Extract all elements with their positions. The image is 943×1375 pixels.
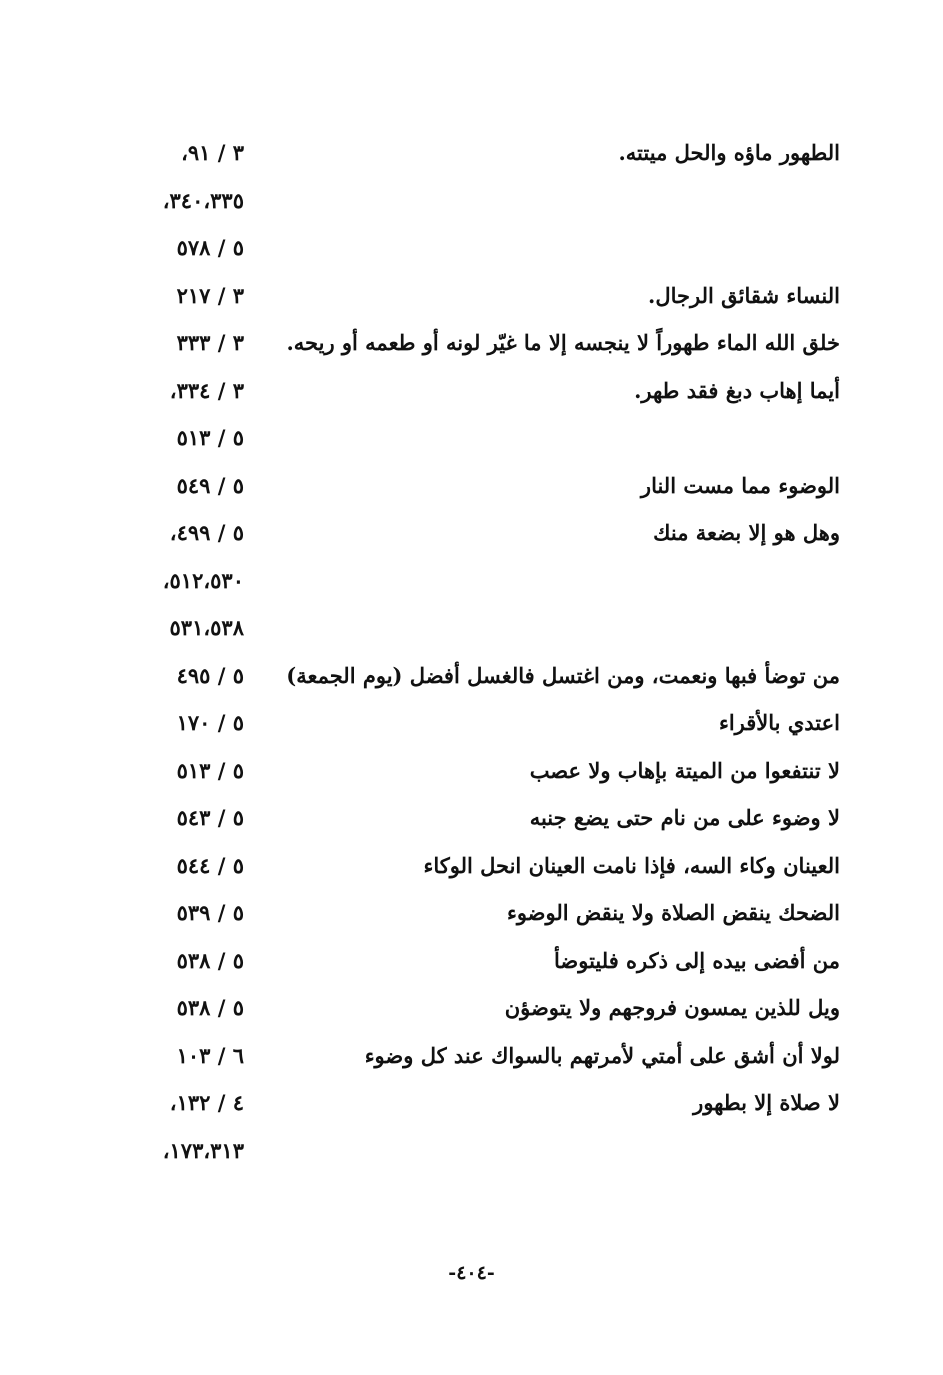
page-number: -٤٠٤- [448,1262,495,1284]
volume-page-ref: ٥ / ٥١٣ [176,425,244,450]
volume-page-ref: ٥ / ٥٧٨ [176,235,244,260]
index-row [120,942,840,990]
volume-page-ref: ٥١٢،٥٣٠، [162,567,244,593]
hadith-text: أيما إهاب دبغ فقد طهر. [634,377,840,403]
index-row [120,657,840,705]
volume-page-ref: ٣ / ٩١، [181,140,244,165]
hadith-text: لولا أن أشق على أمتي لأمرتهم بالسواك عند كل وضوء [364,1042,840,1068]
index-row [120,847,840,895]
hadith-text: اعتدي بالأقراء [718,710,840,735]
index-row [120,229,840,277]
volume-page-ref: ٣ / ٢١٧ [176,282,244,308]
index-row [120,894,840,942]
index-row [120,277,840,325]
hadith-text: الطهور ماؤه والحل ميتته. [618,140,840,165]
volume-page-ref: ٣ / ٣٣٣ [176,330,244,355]
volume-page-ref: ٤ / ١٣٢، [169,1090,244,1115]
index-row [120,752,840,800]
hadith-text: لا صلاة إلا بطهور [693,1090,840,1115]
volume-page-ref: ٣ / ٣٣٤، [169,377,244,403]
volume-page-ref: ٥ / ٤٩٥ [176,662,244,688]
hadith-index-list [120,134,840,1179]
volume-page-ref: ٥ / ٥٣٩ [176,900,244,925]
hadith-text: خلق الله الماء طهوراً لا ينجسه إلا ما غيّر لونه أو طعمه أو ريحه. [286,330,840,355]
hadith-text: لا وضوء على من نام حتى يضع جنبه [529,805,840,830]
index-row [120,989,840,1037]
index-row [120,182,840,230]
volume-page-ref: ٥ / ٤٩٩، [169,520,244,545]
volume-page-ref: ٥ / ١٧٠ [176,710,244,735]
index-row [120,562,840,610]
hadith-text: من توضأ فبها ونعمت، ومن اغتسل فالغسل أفضل (يوم الجمعة) [286,662,840,688]
index-row [120,372,840,420]
volume-page-ref: ٥ / ٥٤٩ [176,472,244,498]
index-row [120,419,840,467]
volume-page-ref: ٥ / ٥٤٣ [176,805,244,830]
hadith-text: الوضوء مما مست النار [640,472,840,498]
index-row [120,1084,840,1132]
volume-page-ref: ٥٣١،٥٣٨ [169,615,244,640]
volume-page-ref: ٦ / ١٠٣ [176,1042,244,1068]
hadith-text: الضحك ينقض الصلاة ولا ينقض الوضوء [506,900,840,925]
index-row [120,514,840,562]
index-row [120,704,840,752]
volume-page-ref: ٥ / ٥٣٨ [176,995,244,1020]
volume-page-ref: ٥ / ٥٣٨ [176,947,244,973]
index-row [120,134,840,182]
volume-page-ref: ٣٤٠،٣٣٥، [162,187,244,213]
index-row [120,467,840,515]
hadith-text: وهل هو إلا بضعة منك [653,520,840,545]
volume-page-ref: ١٧٣،٣١٣، [162,1137,244,1163]
hadith-text: لا تنتفعوا من الميتة بإهاب ولا عصب [529,757,840,783]
hadith-text: من أفضى بيده إلى ذكره فليتوضأ [553,947,840,973]
index-row [120,1037,840,1085]
volume-page-ref: ٥ / ٥٤٤ [176,852,244,878]
index-row [120,799,840,847]
volume-page-ref: ٥ / ٥١٣ [176,757,244,783]
index-row [120,1132,840,1180]
hadith-text: النساء شقائق الرجال. [648,282,840,308]
index-row [120,324,840,372]
hadith-text: ويل للذين يمسون فروجهم ولا يتوضؤن [504,995,840,1020]
hadith-text: العينان وكاء السه، فإذا نامت العينان انحل الوكاء [423,852,840,878]
index-row [120,609,840,657]
